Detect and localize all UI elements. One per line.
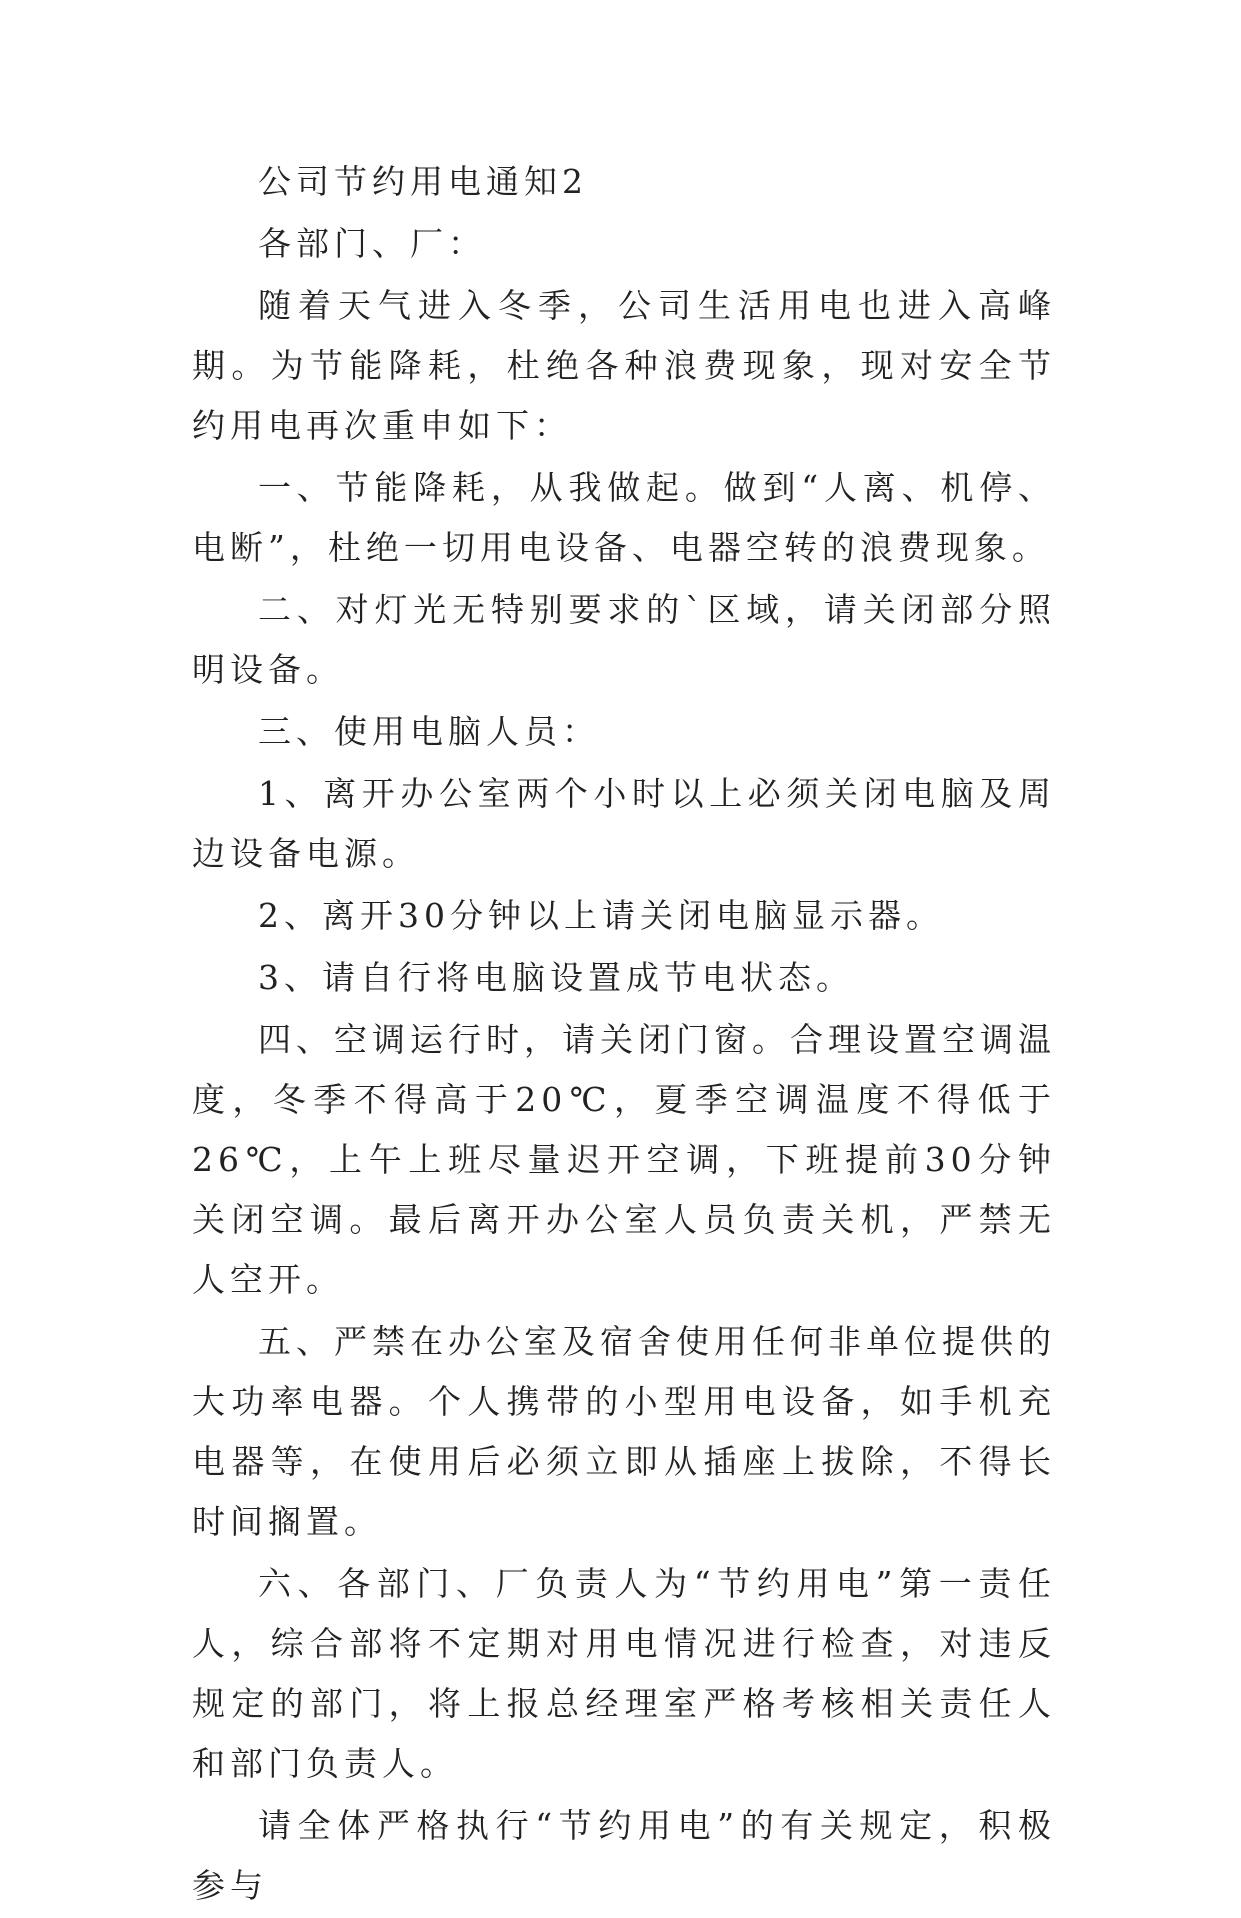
item-5-paragraph: 五、严禁在办公室及宿舍使用任何非单位提供的大功率电器。个人携带的小型用电设备，如手机充电器等，在使用后必须立即从插座上拔除，不得长时间搁置。 — [192, 1322, 1056, 1541]
item-3-1-paragraph: 1、离开办公室两个小时以上必须关闭电脑及周边设备电源。 — [192, 774, 1056, 873]
closing-paragraph: 请全体严格执行“节约用电”的有关规定，积极参与 — [192, 1806, 1056, 1905]
item-3-3-paragraph: 3、请自行将电脑设置成节电状态。 — [258, 958, 854, 997]
document-title: 公司节约用电通知2 — [258, 162, 588, 201]
document-page — [192, 152, 1056, 1918]
item-1-paragraph: 一、节能降耗，从我做起。做到“人离、机停、电断”，杜绝一切用电设备、电器空转的浪费现象。 — [192, 468, 1056, 567]
salutation: 各部门、厂： — [258, 224, 486, 263]
item-6-paragraph: 六、各部门、厂负责人为“节约用电”第一责任人，综合部将不定期对用电情况进行检查，对违反规定的部门，将上报总经理室严格考核相关责任人和部门负责人。 — [192, 1564, 1056, 1783]
item-2-paragraph: 二、对灯光无特别要求的`区域，请关闭部分照明设备。 — [192, 590, 1056, 689]
item-3-heading: 三、使用电脑人员： — [258, 712, 600, 751]
intro-paragraph: 随着天气进入冬季，公司生活用电也进入高峰期。为节能降耗，杜绝各种浪费现象，现对安全节约用电再次重申如下： — [192, 286, 1056, 445]
item-3-2-paragraph: 2、离开30分钟以上请关闭电脑显示器。 — [258, 896, 944, 935]
item-4-paragraph: 四、空调运行时，请关闭门窗。合理设置空调温度，冬季不得高于20℃，夏季空调温度不得低于26℃，上午上班尽量迟开空调，下班提前30分钟关闭空调。最后离开办公室人员负责关机，严禁无人空开。 — [192, 1020, 1056, 1299]
